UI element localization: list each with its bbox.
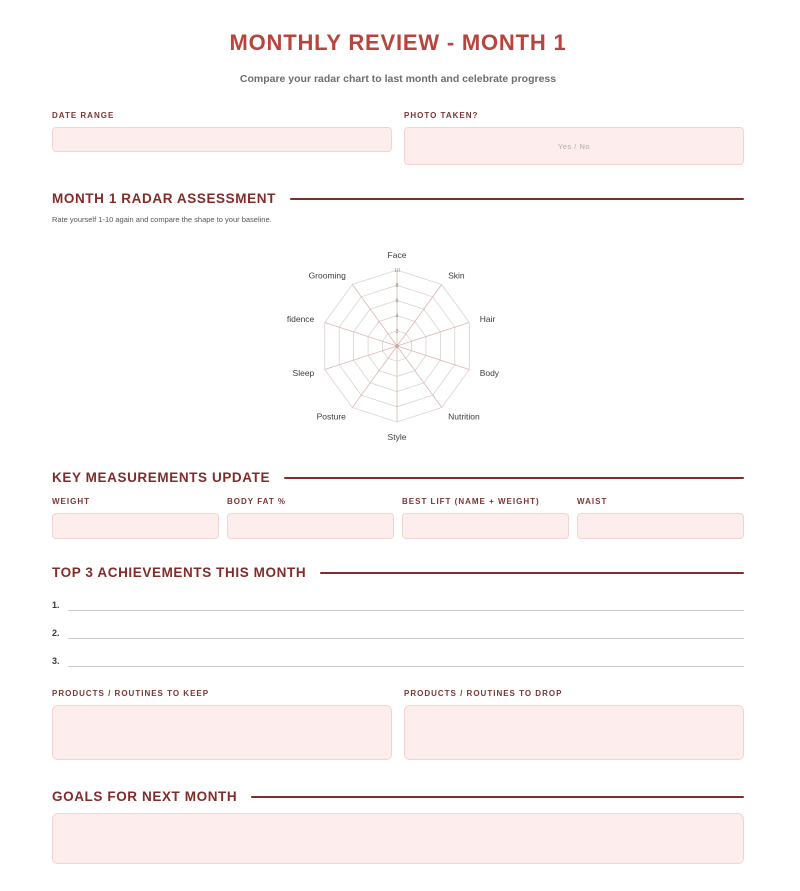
date-range-label: DATE RANGE xyxy=(52,111,115,120)
achievement-row-1 xyxy=(52,596,744,611)
top-fields-row xyxy=(52,111,744,165)
best-lift-field xyxy=(402,497,569,539)
best-lift-label: BEST LIFT (NAME + WEIGHT) xyxy=(402,497,540,506)
achievement-number: 3. xyxy=(52,656,60,666)
weight-field xyxy=(52,497,219,539)
achievement-row-2 xyxy=(52,624,744,639)
measurements-row xyxy=(52,497,744,539)
svg-text:0: 0 xyxy=(394,344,399,350)
routines-drop-field xyxy=(404,689,744,765)
routines-drop-textarea[interactable] xyxy=(404,705,744,760)
waist-label: WAIST xyxy=(577,497,608,506)
waist-field xyxy=(577,497,744,539)
weight-input[interactable] xyxy=(52,513,219,539)
svg-text:Hair: Hair xyxy=(479,314,495,325)
achievement-input-2[interactable] xyxy=(68,624,744,639)
svg-text:Sleep: Sleep xyxy=(292,367,314,378)
svg-text:2: 2 xyxy=(394,328,399,335)
achievement-input-3[interactable] xyxy=(68,652,744,667)
photo-taken-input[interactable] xyxy=(404,127,744,165)
routines-drop-label: PRODUCTS / ROUTINES TO DROP xyxy=(404,689,563,698)
body-fat-label: BODY FAT % xyxy=(227,497,287,506)
photo-taken-field xyxy=(404,111,744,165)
date-range-input[interactable] xyxy=(52,127,392,152)
achievement-number: 2. xyxy=(52,628,60,638)
best-lift-input[interactable] xyxy=(402,513,569,539)
svg-text:Posture: Posture xyxy=(316,411,346,422)
radar-chart-container xyxy=(52,250,744,446)
svg-text:6: 6 xyxy=(394,298,399,305)
routines-row xyxy=(52,689,744,765)
waist-input[interactable] xyxy=(577,513,744,539)
section-rule xyxy=(251,796,744,798)
svg-text:Style: Style xyxy=(387,432,406,442)
routines-keep-textarea[interactable] xyxy=(52,705,392,760)
radar-section-note: Rate yourself 1-10 again and compare the shape to your baseline. xyxy=(52,215,272,224)
routines-keep-field xyxy=(52,689,392,765)
goals-textarea[interactable] xyxy=(52,813,744,864)
radar-section-title: MONTH 1 RADAR ASSESSMENT xyxy=(52,191,276,206)
radar-section-header xyxy=(52,191,744,206)
page-subtitle: Compare your radar chart to last month and celebrate progress xyxy=(239,73,557,85)
achievement-row-3 xyxy=(52,652,744,667)
achievements-section-header xyxy=(52,565,744,580)
date-range-field xyxy=(52,111,392,165)
photo-taken-label: PHOTO TAKEN? xyxy=(404,111,479,120)
goals-section-header xyxy=(52,789,744,804)
routines-keep-label: PRODUCTS / ROUTINES TO KEEP xyxy=(52,689,210,698)
measurements-section-header xyxy=(52,470,744,485)
svg-text:Face: Face xyxy=(387,250,406,260)
page-title: MONTHLY REVIEW - MONTH 1 xyxy=(229,30,567,55)
weight-label: WEIGHT xyxy=(52,497,90,506)
body-fat-field xyxy=(227,497,394,539)
svg-text:fidence: fidence xyxy=(286,314,314,325)
svg-text:10: 10 xyxy=(393,268,400,274)
body-fat-input[interactable] xyxy=(227,513,394,539)
svg-text:Nutrition: Nutrition xyxy=(447,411,480,422)
section-rule xyxy=(284,477,744,479)
measurements-section-title: KEY MEASUREMENTS UPDATE xyxy=(52,470,271,485)
achievement-input-1[interactable] xyxy=(68,596,744,611)
svg-text:Grooming: Grooming xyxy=(308,270,346,281)
svg-text:4: 4 xyxy=(394,313,399,320)
svg-text:8: 8 xyxy=(394,283,399,290)
svg-text:Body: Body xyxy=(479,367,499,378)
section-rule xyxy=(290,198,744,200)
section-rule xyxy=(320,572,744,574)
svg-text:Skin: Skin xyxy=(447,270,465,281)
radar-chart xyxy=(276,250,521,446)
goals-section-title: GOALS FOR NEXT MONTH xyxy=(52,789,238,804)
achievements-section-title: TOP 3 ACHIEVEMENTS THIS MONTH xyxy=(52,565,307,580)
achievement-number: 1. xyxy=(52,600,60,610)
